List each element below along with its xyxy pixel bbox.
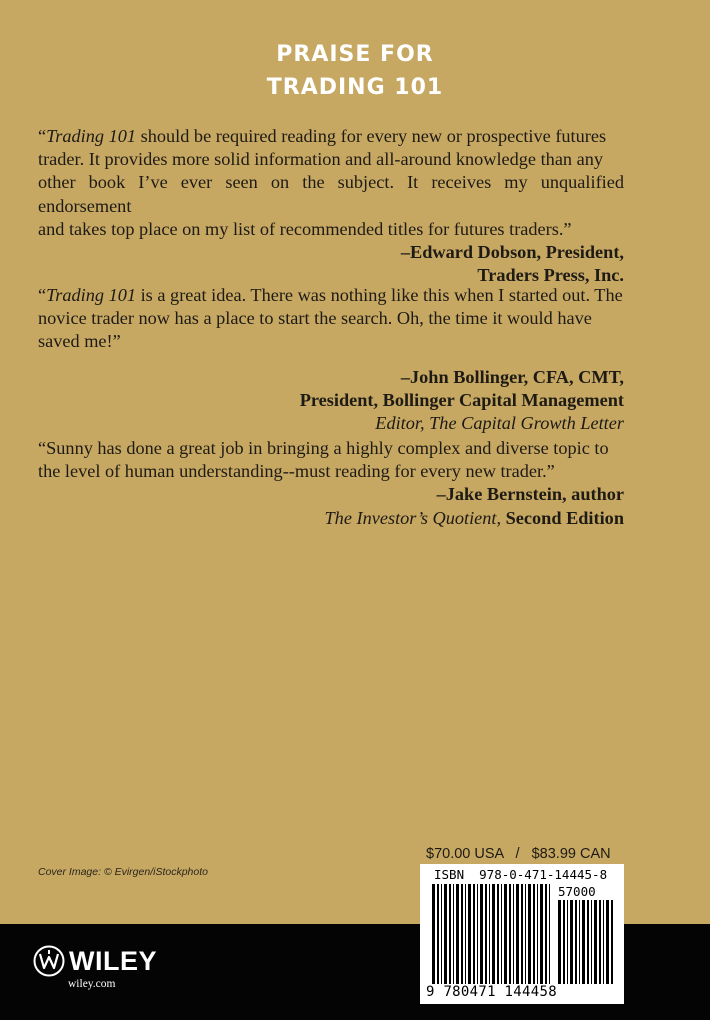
attribution-line: Traders Press, Inc. <box>477 265 624 286</box>
barcode-bar <box>468 884 471 984</box>
barcode-bar <box>485 884 487 984</box>
barcode-bar <box>480 884 483 984</box>
barcode-bar <box>591 900 592 984</box>
publisher-url: wiley.com <box>68 978 116 990</box>
heading-line-1: PRAISE FOR <box>276 42 434 67</box>
attribution-line: –Jake Bernstein, author <box>436 484 624 505</box>
attribution-line: –Edward Dobson, President, <box>400 242 624 263</box>
quote-text: other book I’ve ever seen on the subject. It receives my unqualified endorsement <box>38 172 624 216</box>
publisher-name: WILEY <box>69 946 157 976</box>
barcode-bar <box>449 884 451 984</box>
barcode-bar <box>516 884 519 984</box>
attribution-line: Editor, The Capital Growth Letter <box>375 413 624 434</box>
attribution-line: President, Bollinger Capital Management <box>299 389 624 410</box>
barcode-bar <box>441 884 442 984</box>
addon-barcode-bars <box>558 900 616 984</box>
barcode-bar <box>501 884 502 984</box>
quote-text: the level of human understanding--must reading for every new trader.” <box>38 461 555 482</box>
barcode-bar <box>432 884 435 984</box>
quote-text: and takes top place on my list of recommended titles for futures traders.” <box>38 218 572 239</box>
barcode-bar <box>606 900 609 984</box>
isbn-label: ISBN 978-0-471-14445-8 <box>434 867 608 882</box>
barcode-bar <box>582 900 585 984</box>
quote-bollinger <box>38 284 624 435</box>
quote-text: saved me!” <box>38 331 121 352</box>
barcode-bar <box>477 884 478 984</box>
price-label: $70.00 USA / $83.99 CAN <box>426 846 611 862</box>
attribution-line: –John Bollinger, CFA, CMT, <box>400 366 624 387</box>
quote-text: trader. It provides more solid information and all-around knowledge than any <box>38 149 604 170</box>
newsletter-title: The Capital Growth Letter <box>429 413 624 434</box>
quote-text: “Sunny has done a great job in bringing a highly complex and diverse topic to <box>38 438 609 458</box>
barcode-bar <box>453 884 454 984</box>
barcode-bar <box>528 884 531 984</box>
attribution-line: The Investor’s Quotient, Second Edition <box>324 507 624 528</box>
barcode-bar <box>492 884 495 984</box>
barcode-bar <box>537 884 538 984</box>
price-addon-code: 57000 <box>558 884 596 899</box>
barcode-bar <box>437 884 439 984</box>
book-title: Trading 101 <box>46 126 137 146</box>
ean-number: 9 780471 144458 <box>426 984 557 1000</box>
barcode-bar <box>461 884 463 984</box>
barcode-bar <box>563 900 565 984</box>
book-title: Trading 101 <box>46 285 137 305</box>
barcode-bar <box>509 884 511 984</box>
barcode-bar <box>497 884 499 984</box>
barcode-bar <box>594 900 597 984</box>
barcode-bar <box>579 900 580 984</box>
wiley-emblem-icon <box>33 945 65 977</box>
barcode-bar <box>521 884 523 984</box>
quote-text: novice trader now has a place to start the search. Oh, the time it would have <box>38 308 592 329</box>
barcode-bar <box>504 884 507 984</box>
cover-image-credit: Cover Image: © Evirgen/iStockphoto <box>38 866 208 878</box>
barcode-bar <box>558 900 561 984</box>
barcode-bar <box>444 884 447 984</box>
barcode-bar <box>456 884 459 984</box>
barcode-bar <box>465 884 466 984</box>
quote-text: “Trading 101 is a great idea. There was nothing like this when I started out. The <box>38 285 623 305</box>
barcode-bar <box>603 900 604 984</box>
barcode-bar <box>587 900 589 984</box>
barcode-bar <box>540 884 543 984</box>
barcode-bar <box>549 884 550 984</box>
heading-line-2: TRADING 101 <box>266 75 444 100</box>
quote-bernstein <box>38 437 624 530</box>
barcode-bar <box>545 884 547 984</box>
barcode-bar <box>575 900 577 984</box>
quote-text: “Trading 101 should be required reading for every new or prospective futures <box>38 126 607 146</box>
barcode-bar <box>489 884 490 984</box>
barcode-bar <box>599 900 601 984</box>
barcode-bar <box>533 884 535 984</box>
barcode <box>420 864 624 1004</box>
book-title: The Investor’s Quotient, <box>324 507 502 528</box>
barcode-bar <box>567 900 568 984</box>
quote-dobson <box>38 125 624 287</box>
barcode-bar <box>525 884 526 984</box>
barcode-bar <box>513 884 514 984</box>
ean-barcode-bars <box>432 884 552 984</box>
barcode-bar <box>473 884 475 984</box>
praise-heading <box>0 38 710 104</box>
wiley-logo <box>33 944 157 978</box>
barcode-bar <box>570 900 573 984</box>
barcode-bar <box>611 900 613 984</box>
